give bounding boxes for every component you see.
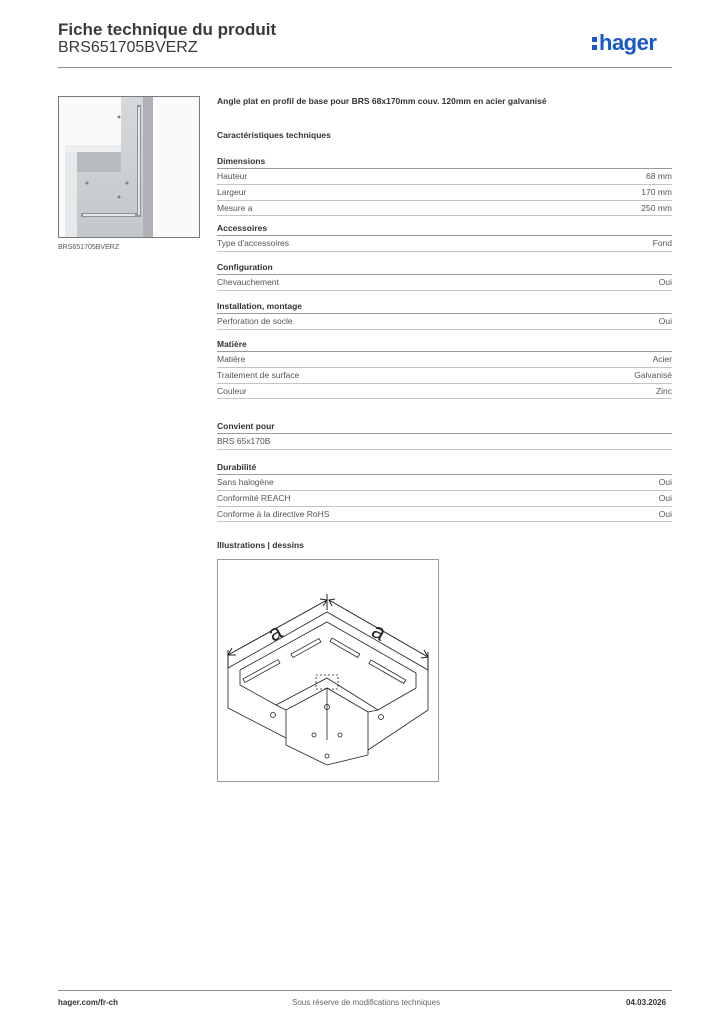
spec-label: Matière — [217, 354, 246, 364]
product-image-caption: BRS651705BVERZ — [58, 244, 120, 251]
spec-value: Oui — [658, 316, 672, 326]
product-description: Angle plat en profil de base pour BRS 68x170mm couv. 120mm en acier galvanisé — [217, 96, 547, 106]
spec-row — [217, 275, 672, 291]
section-durability — [217, 461, 672, 522]
spec-row — [217, 352, 672, 368]
product-reference: BRS651705BVERZ — [58, 39, 198, 56]
specs-heading: Caractéristiques techniques — [217, 130, 331, 140]
spec-row — [217, 201, 672, 217]
spec-value: Fond — [652, 238, 672, 248]
spec-row — [217, 491, 672, 507]
section-configuration — [217, 261, 672, 291]
spec-label: Perforation de socle — [217, 316, 293, 326]
spec-value: Galvanisé — [634, 369, 672, 380]
corner-body — [228, 612, 428, 765]
spec-value: 170 mm — [641, 186, 672, 197]
footer-website[interactable]: hager.com/fr-ch — [58, 998, 119, 1007]
spec-label: Mesure a — [217, 202, 253, 213]
dimension-label-left: a — [263, 618, 287, 647]
spec-row — [217, 314, 672, 330]
spec-label: Couleur — [217, 385, 247, 396]
spec-row — [217, 368, 672, 384]
section-material — [217, 338, 672, 399]
logo-dot-bottom — [592, 45, 597, 50]
section-title: Durabilité — [217, 461, 672, 475]
slot-cutouts — [243, 638, 406, 683]
footer-divider — [58, 990, 672, 991]
technical-drawing — [217, 559, 439, 782]
product-image — [58, 96, 200, 238]
spec-row — [217, 475, 672, 491]
spec-label: Conforme à la directive RoHS — [217, 508, 330, 519]
spec-value: 68 mm — [646, 171, 672, 181]
spec-value: Zinc — [655, 385, 672, 396]
footer-date: 04.03.2026 — [626, 998, 667, 1007]
hager-logo — [591, 28, 675, 58]
section-suitable-for — [217, 420, 672, 450]
product-photo-icon — [59, 97, 199, 237]
section-title: Accessoires — [217, 222, 672, 236]
section-accessories — [217, 222, 672, 252]
spec-value: Oui — [658, 277, 672, 287]
spec-label: Hauteur — [217, 171, 248, 181]
spec-row — [217, 236, 672, 252]
dimension-label-right: a — [367, 617, 391, 646]
section-installation — [217, 300, 672, 330]
spec-label: Largeur — [217, 186, 247, 197]
section-title: Installation, montage — [217, 300, 672, 314]
spec-label: BRS 65x170B — [217, 436, 271, 446]
page-title: Fiche technique du produit — [58, 20, 277, 39]
spec-row — [217, 434, 672, 450]
spec-label: Sans halogène — [217, 477, 274, 487]
spec-label: Type d'accessoires — [217, 238, 290, 248]
illustrations-heading: Illustrations | dessins — [217, 540, 304, 550]
section-title: Convient pour — [217, 420, 672, 434]
spec-value: 250 mm — [641, 202, 672, 213]
logo-text: hager — [599, 30, 657, 55]
spec-label: Traitement de surface — [217, 369, 300, 380]
spec-row — [217, 169, 672, 185]
section-title: Dimensions — [217, 155, 672, 169]
spec-row — [217, 507, 672, 523]
section-title: Configuration — [217, 261, 672, 275]
section-dimensions — [217, 155, 672, 216]
spec-row — [217, 384, 672, 400]
logo-dot-top — [592, 37, 597, 42]
spec-row — [217, 185, 672, 201]
section-title: Matière — [217, 338, 672, 352]
spec-value: Oui — [658, 508, 672, 519]
spec-value: Oui — [658, 477, 672, 487]
dimension-arrows — [228, 594, 428, 670]
spec-label: Conformité REACH — [217, 492, 291, 503]
spec-value: Acier — [652, 354, 672, 364]
spec-label: Chevauchement — [217, 277, 279, 287]
corner-drawing-icon — [218, 560, 438, 781]
spec-value: Oui — [658, 492, 672, 503]
footer-notice: Sous réserve de modifications techniques — [292, 998, 441, 1007]
header-divider — [58, 67, 672, 68]
